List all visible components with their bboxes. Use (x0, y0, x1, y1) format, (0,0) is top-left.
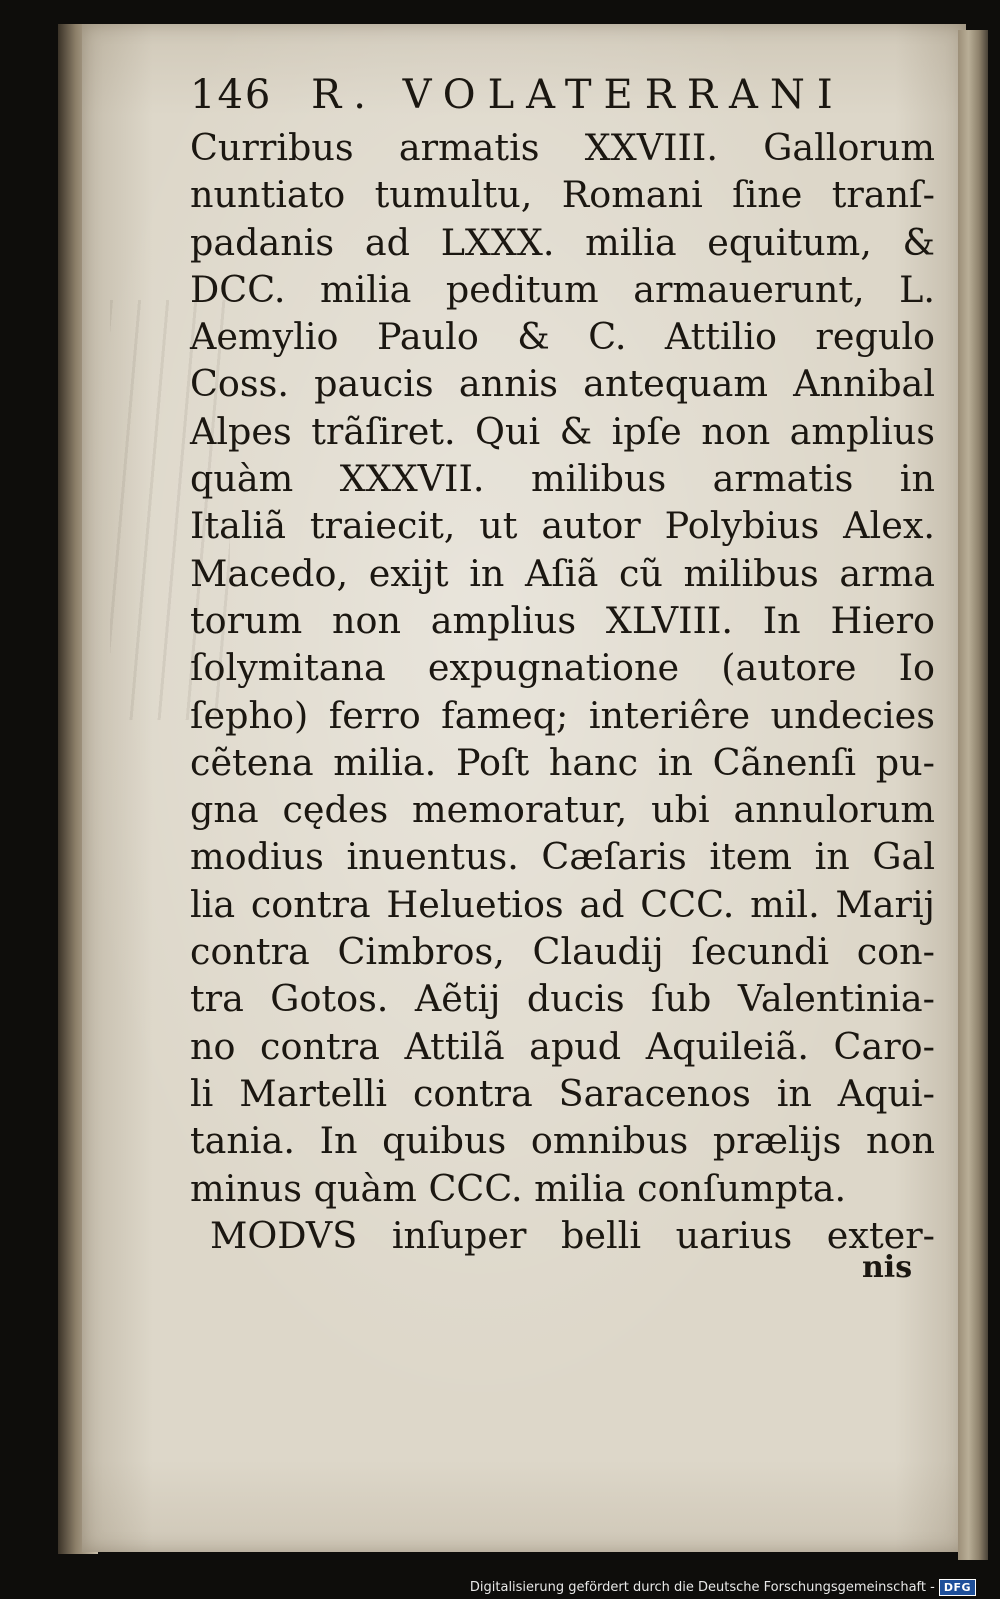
text-line: torum non amplius XLVIII. In Hiero (190, 598, 935, 642)
credit-text: Digitalisierung gefördert durch die Deutsche Forschungsgemeinschaft - (469, 1579, 935, 1595)
paragraph-start-line: MODVS inſuper belli uarius exter- (210, 1213, 935, 1257)
body-text (190, 124, 935, 1259)
digitization-credit (470, 1577, 976, 1597)
text-line: cẽtena milia. Poſt hanc in Cãnenſi pu- (190, 740, 935, 784)
text-line: padanis ad LXXX. milia equitum, & (190, 220, 935, 264)
text-line: tra Gotos. Aẽtij ducis ſub Valentinia- (190, 977, 935, 1021)
text-line: nuntiato tumultu, Romani ſine tranſ- (190, 173, 935, 217)
text-line: tania. In quibus omnibus prælijs non (190, 1119, 935, 1163)
text-line: no contra Attilã apud Aquileiã. Caro- (190, 1024, 935, 1068)
running-title: R. VOLATERRANI (311, 72, 845, 118)
text-line: quàm XXXVII. milibus armatis in (190, 457, 935, 501)
text-line: ſepho) ferro fameq; interiêre undecies (190, 693, 935, 737)
dfg-logo: DFG (939, 1579, 976, 1596)
text-line: DCC. milia peditum armauerunt, L. (190, 267, 935, 311)
page-fore-edge (958, 30, 988, 1560)
text-line: Coss. paucis annis antequam Annibal (190, 362, 935, 406)
text-line: modius inuentus. Cæſaris item in Gal (190, 835, 935, 879)
text-line: minus quàm CCC. milia conſumpta. (190, 1166, 847, 1210)
text-line: ſolymitana expugnatione (autore Io (190, 646, 935, 690)
text-line: Macedo, exijt in Aſiã cũ milibus arma (190, 551, 935, 595)
text-line: contra Cimbros, Claudij ſecundi con- (190, 930, 935, 974)
text-line: Alpes trãſiret. Qui & ipſe non amplius (190, 409, 935, 453)
running-head (190, 72, 910, 124)
catchword: nis (862, 1250, 913, 1285)
text-line: lia contra Heluetios ad CCC. mil. Marij (190, 882, 935, 926)
page-number: 146 (190, 72, 273, 118)
text-line: Italiã traiecit, ut autor Polybius Alex. (190, 504, 935, 548)
text-line: gna cędes memoratur, ubi annulorum (190, 788, 935, 832)
text-line: Curribus armatis XXVIII. Gallorum (190, 126, 935, 169)
text-line: Aemylio Paulo & C. Attilio regulo (190, 315, 935, 359)
text-line: li Martelli contra Saracenos in Aqui- (190, 1071, 935, 1115)
